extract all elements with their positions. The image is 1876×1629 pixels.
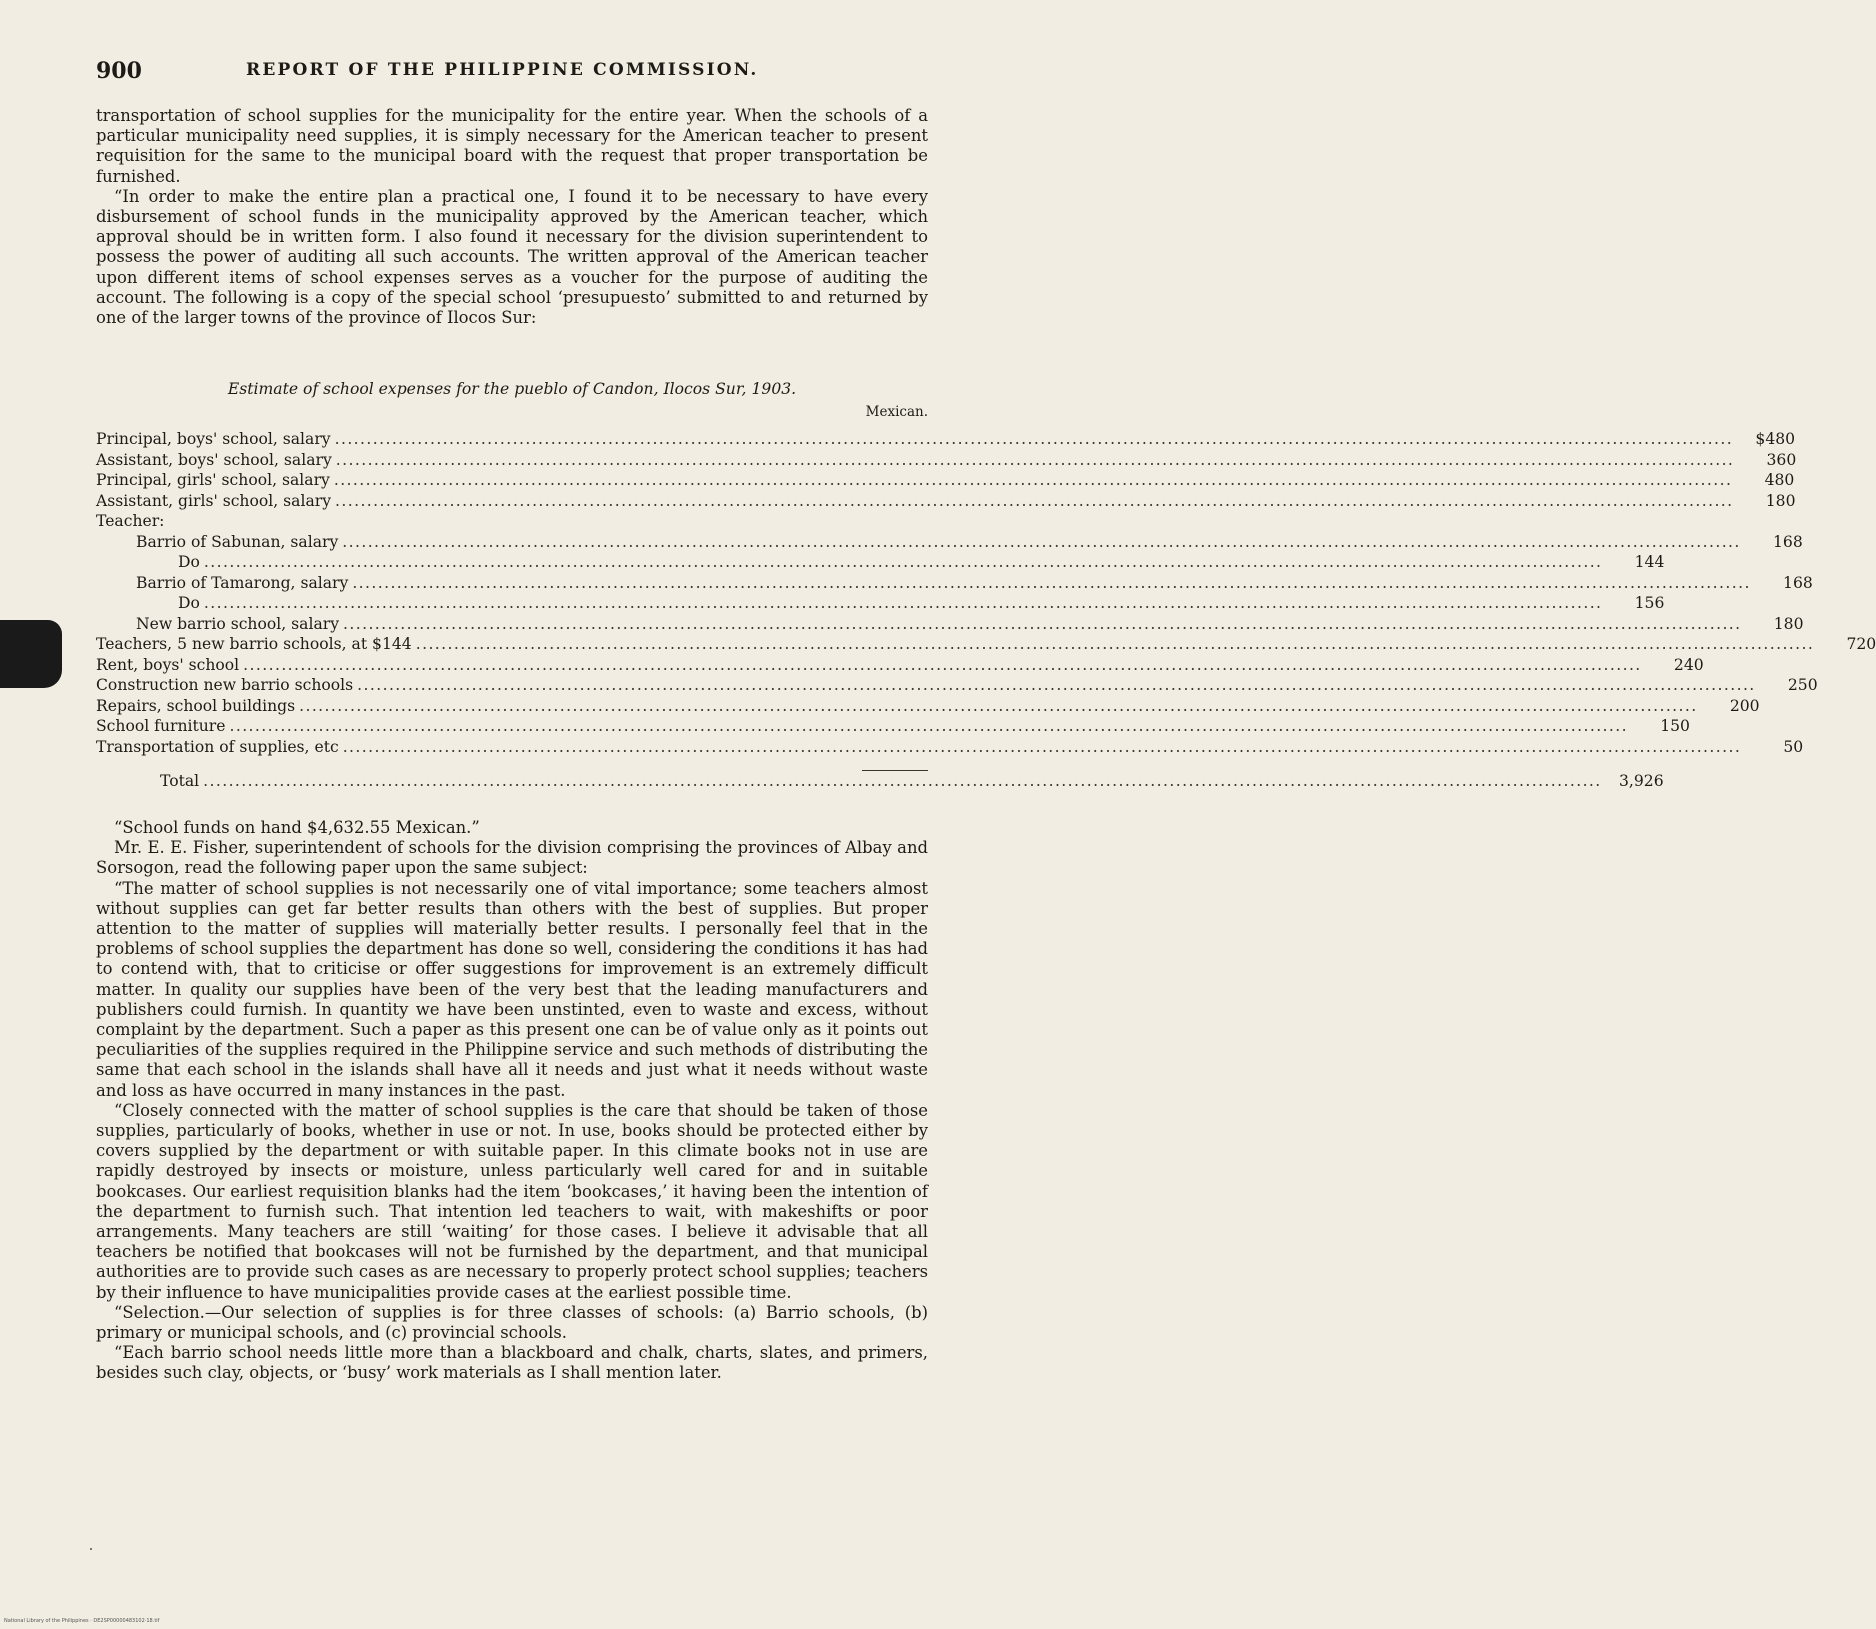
row-label: Teacher: bbox=[96, 512, 165, 530]
leader-dots: ............................................................................................................................................................................................................................ bbox=[334, 430, 1734, 448]
leader-dots: ............................................................................................................................................................................................................................ bbox=[203, 594, 1603, 612]
table-row bbox=[96, 717, 1690, 738]
row-amount: 480 bbox=[1764, 471, 1795, 489]
table-row bbox=[96, 430, 1796, 451]
row-label: New barrio school, salary bbox=[136, 614, 340, 633]
row-label: Teachers, 5 new barrio schools, at $144 bbox=[96, 635, 412, 653]
running-title: REPORT OF THE PHILIPPINE COMMISSION. bbox=[246, 60, 759, 80]
table-title: Estimate of school expenses for the pueblo of Candon, Ilocos Sur, 1903. bbox=[227, 380, 797, 398]
leader-dots: ............................................................................................................................................................................................................................ bbox=[203, 553, 1603, 571]
table-row bbox=[96, 737, 1804, 759]
body-text-upper bbox=[96, 106, 928, 328]
table-row bbox=[96, 696, 1760, 718]
paragraph: “The matter of school supplies is not necessarily one of vital importance; some teachers almost without supplies can get far better results than others with the best of supplies. But proper attention to the matter of supplies will materially better results. I personally feel that in the problems of school supplies the department has done so well, considering the conditions it has had to contend with, that to criticise or offer suggestions for improvement is an extremely difficult matter. In quality our supplies have been of the very best that the leading manufacturers and publishers could furnish. In quantity we have been unstinted, even to waste and excess, without complaint by the department. Such a paper as this present one can be of value only as it points out peculiarities of the supplies required in the Philippine service and such methods of distributing the same that each school in the islands shall have all it needs and just what it needs without waste and loss as have occurred in many instances in the past. bbox=[96, 878, 928, 1100]
row-amount: 240 bbox=[1673, 655, 1704, 674]
row-amount: 168 bbox=[1783, 573, 1813, 592]
body-text-lower bbox=[96, 818, 928, 1384]
total-rule bbox=[862, 770, 928, 771]
row-amount: 168 bbox=[1773, 532, 1803, 551]
paragraph: “Selection.—Our selection of supplies is for three classes of schools: (a) Barrio schools, (b) primary or municipal schools, and (c) provincial schools. bbox=[96, 1302, 928, 1343]
leader-dots: ............................................................................................................................................................................................................................ bbox=[357, 676, 1756, 694]
scan-thumb-shadow bbox=[0, 620, 62, 688]
row-amount: 250 bbox=[1787, 676, 1818, 694]
row-amount: 150 bbox=[1660, 717, 1690, 735]
leader-dots: ............................................................................................................................................................................................................................ bbox=[342, 532, 1741, 551]
leader-dots: ............................................................................................................................................................................................................................ bbox=[335, 491, 1734, 510]
row-amount: 200 bbox=[1729, 696, 1760, 715]
leader-dots: ............................................................................................................................................................................................................................ bbox=[203, 772, 1602, 790]
table-row bbox=[96, 512, 928, 533]
scan-speck bbox=[90, 1548, 92, 1550]
row-label: Do bbox=[178, 594, 200, 612]
row-label: Assistant, girls' school, salary bbox=[96, 491, 332, 510]
leader-dots: ............................................................................................................................................................................................................................ bbox=[299, 696, 1698, 715]
row-label: School furniture bbox=[96, 717, 226, 735]
row-amount: 360 bbox=[1766, 450, 1797, 469]
table-row bbox=[96, 491, 1796, 513]
table-row bbox=[96, 655, 1704, 677]
table-row bbox=[96, 635, 1876, 656]
table-currency-header: Mexican. bbox=[865, 404, 928, 420]
row-amount: 180 bbox=[1765, 491, 1796, 510]
paragraph: Mr. E. E. Fisher, superintendent of schools for the division comprising the provinces of Albay and Sorsogon, read the following paper upon the same subject: bbox=[96, 838, 928, 878]
row-amount: 50 bbox=[1783, 737, 1804, 756]
row-amount: 144 bbox=[1634, 553, 1665, 571]
table-row bbox=[96, 553, 1665, 574]
table-row bbox=[96, 450, 1797, 472]
row-amount: 156 bbox=[1634, 594, 1665, 612]
leader-dots: ............................................................................................................................................................................................................................ bbox=[342, 737, 1742, 756]
row-label: Assistant, boys' school, salary bbox=[96, 450, 332, 469]
table-row bbox=[96, 676, 1818, 697]
row-label: Barrio of Sabunan, salary bbox=[136, 532, 339, 551]
leader-dots: ............................................................................................................................................................................................................................ bbox=[243, 655, 1642, 674]
expense-table bbox=[96, 430, 1876, 793]
row-label: Transportation of supplies, etc bbox=[96, 737, 339, 756]
paragraph: transportation of school supplies for the municipality for the entire year. When the schools of a particular municipality need supplies, it is simply necessary for the American teacher to present requisition for the same to the municipal board with the request that proper transportation be furnished. bbox=[96, 106, 928, 186]
leader-dots: ............................................................................................................................................................................................................................ bbox=[335, 450, 1735, 469]
leader-dots: ............................................................................................................................................................................................................................ bbox=[352, 573, 1751, 592]
row-label: Principal, girls' school, salary bbox=[96, 471, 330, 489]
row-label: Construction new barrio schools bbox=[96, 676, 354, 694]
table-row bbox=[96, 471, 1795, 492]
row-label: Do bbox=[178, 553, 200, 571]
row-amount: $480 bbox=[1755, 430, 1796, 448]
row-label: Repairs, school buildings bbox=[96, 696, 296, 715]
row-amount: 720 bbox=[1846, 635, 1876, 653]
scan-credit: National Library of the Philippines · DE2SP00000483102·18.tif bbox=[4, 1618, 160, 1624]
leader-dots: ............................................................................................................................................................................................................................ bbox=[229, 717, 1628, 735]
row-label: Rent, boys' school bbox=[96, 655, 240, 674]
table-row bbox=[96, 573, 1813, 595]
paragraph: “School funds on hand $4,632.55 Mexican.” bbox=[114, 818, 480, 837]
table-total-row bbox=[96, 772, 1664, 793]
paragraph: “Each barrio school needs little more than a blackboard and chalk, charts, slates, and primers, besides such clay, objects, or ‘busy’ work materials as I shall mention later. bbox=[96, 1343, 928, 1383]
paragraph: “Closely connected with the matter of school supplies is the care that should be taken of those supplies, particularly of books, whether in use or not. In use, books should be protected either by covers supplied by the department or with suitable paper. In this climate books not in use are rapidly destroyed by insects or moisture, unless particularly well cared for and in suitable bookcases. Our earliest requisition blanks had the item ‘bookcases,’ it having been the intention of the department to furnish such. That intention led teachers to wait, with makeshifts or poor arrangements. Many teachers are still ‘waiting’ for those cases. I believe it advisable that all teachers be notified that bookcases will not be furnished by the department, and that municipal authorities are to provide such cases as are necessary to properly protect school supplies; teachers by their influence to have municipalities provide cases at the earliest possible time. bbox=[96, 1100, 928, 1302]
table-row bbox=[96, 594, 1665, 615]
row-amount: 180 bbox=[1773, 614, 1804, 633]
row-label: Principal, boys' school, salary bbox=[96, 430, 331, 448]
row-label: Barrio of Tamarong, salary bbox=[136, 573, 349, 592]
total-amount: 3,926 bbox=[1618, 772, 1664, 790]
total-label: Total bbox=[160, 772, 200, 790]
leader-dots: ............................................................................................................................................................................................................................ bbox=[333, 471, 1733, 489]
paragraph: “In order to make the entire plan a practical one, I found it to be necessary to have every disbursement of school funds in the municipality approved by the American teacher, which approval should be in written form. I also found it necessary for the division superintendent to possess the power of auditing all such accounts. The written approval of the American teacher upon different items of school expenses serves as a voucher for the purpose of auditing the account. The following is a copy of the special school ‘presupuesto’ submitted to and returned by one of the larger towns of the province of Ilocos Sur: bbox=[96, 186, 928, 328]
leader-dots: ............................................................................................................................................................................................................................ bbox=[415, 635, 1815, 653]
page-number: 900 bbox=[96, 58, 142, 84]
table-row bbox=[96, 532, 1803, 554]
table-row bbox=[96, 614, 1804, 636]
leader-dots: ............................................................................................................................................................................................................................ bbox=[343, 614, 1742, 633]
